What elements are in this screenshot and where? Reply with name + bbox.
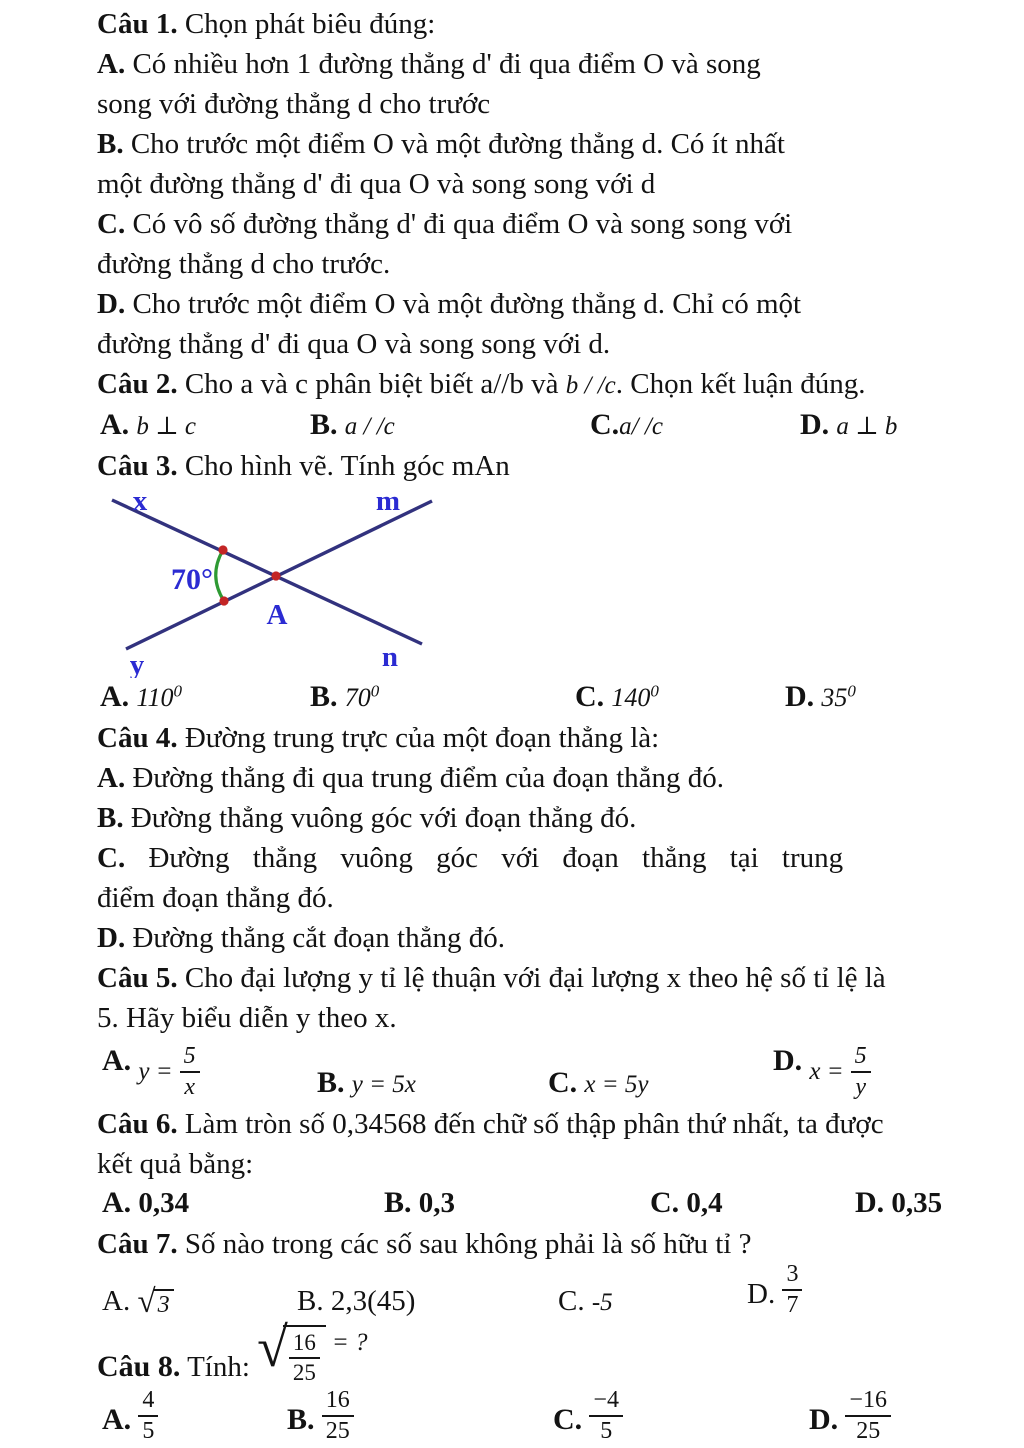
q4-option-c-text: Đường thẳng vuông góc với đoạn thẳng tại trung: [125, 842, 844, 874]
two-lines-crossing-figure: [95, 486, 615, 678]
q6-option-a: [102, 1186, 189, 1220]
q1-option-a-label: A.: [97, 48, 126, 80]
q7-option-d: [747, 1262, 802, 1318]
ray-label-n: n: [381, 641, 399, 673]
q7-options-row: [97, 1260, 936, 1322]
q3-option-a: [100, 680, 182, 714]
q4-option-b-text: Đường thẳng vuông góc với đoạn thẳng đó.: [123, 802, 637, 834]
q1-option-b-text: Cho trước một điểm O và một đường thẳng d. Có ít nhất: [123, 128, 785, 160]
q1-option-a-line2: [97, 84, 936, 124]
geometry-figure: [95, 486, 936, 678]
q1-option-b-label: B.: [97, 128, 124, 160]
q7-option-c-value: -5: [591, 1289, 613, 1316]
q8-option-d-label: D.: [809, 1402, 839, 1436]
q6-option-d: [855, 1186, 942, 1220]
q2-option-a: [100, 408, 196, 442]
q7-option-d-label: D.: [747, 1277, 776, 1310]
q6-option-d-label: D.: [855, 1186, 885, 1219]
q2-number: Câu 2.: [97, 368, 178, 400]
ray-label-m: m: [375, 486, 401, 517]
q6-option-c-value: 0,4: [686, 1187, 723, 1219]
radical-sign: √: [257, 1316, 288, 1379]
q5-option-d-label: D.: [773, 1043, 803, 1077]
q6-option-a-value: 0,34: [138, 1187, 190, 1219]
q2-option-d-value: a ⊥ b: [836, 413, 898, 440]
ray-label-y: y: [129, 649, 145, 678]
q6-options-row: [97, 1184, 943, 1224]
q2-options-row: [97, 406, 936, 446]
q2-option-d: [800, 408, 897, 442]
q5-option-d-value: x = $\frac{5}{y}$: [809, 1044, 870, 1100]
q1-option-c-text: Có vô số đường thẳng d' đi qua điểm O và song song với: [125, 208, 793, 240]
q5-option-a-label: A.: [102, 1043, 132, 1077]
q7-number: Câu 7.: [97, 1228, 178, 1260]
q2-option-b-label: B.: [310, 408, 338, 441]
q4-option-d: [97, 918, 936, 958]
q5-option-d: [773, 1044, 871, 1100]
q1-option-a-line1: [97, 44, 936, 84]
q2-option-b-value: a / /c: [344, 413, 395, 440]
q1-option-c-line2: [97, 244, 936, 284]
q1-option-c-line1: [97, 204, 936, 244]
q5-option-b-value: y = 5x: [351, 1071, 416, 1098]
q1-option-d-text2: đường thẳng d' đi qua O và song song với d.: [97, 328, 611, 360]
q1-option-d-label: D.: [97, 288, 126, 320]
q2-option-c-label: C.: [590, 408, 620, 441]
angle-arc: [216, 550, 224, 601]
q1-option-c-text2: đường thẳng d cho trước.: [97, 248, 391, 280]
q8-option-b-label: B.: [287, 1402, 315, 1436]
q3-option-c: [575, 680, 659, 714]
q1-option-d-text: Cho trước một điểm O và một đường thẳng d. Chỉ có một: [125, 288, 802, 320]
q3-options-row: [97, 678, 936, 718]
q5-title-part2: 5. Hãy biểu diễn y theo x.: [97, 1002, 397, 1034]
q6-number: Câu 6.: [97, 1108, 178, 1140]
q8-number: Câu 8.: [97, 1349, 181, 1383]
q1-option-d-line1: [97, 284, 936, 324]
angle-value-label: 70°: [171, 563, 213, 596]
q5-heading-line2: [97, 998, 936, 1038]
radical-sign: √: [137, 1284, 156, 1320]
q7-option-c: [558, 1285, 613, 1318]
q5-option-c-value: x = 5y: [584, 1071, 649, 1098]
q1-option-b-line1: [97, 124, 936, 164]
q3-option-d-label: D.: [785, 680, 815, 713]
q3-option-d-value: $35^0$: [821, 681, 856, 712]
q6-option-a-label: A.: [102, 1186, 132, 1219]
q1-option-b-text2: một đường thẳng d' đi qua O và song song với d: [97, 168, 656, 200]
q8-option-c: [553, 1388, 623, 1444]
q2-option-c-value: a/ /c: [619, 413, 663, 440]
q7-title: Số nào trong các số sau không phải là số hữu tỉ ?: [177, 1228, 752, 1260]
q3-title: Cho hình vẽ. Tính góc mAn: [177, 450, 510, 482]
q6-heading-line1: [97, 1104, 936, 1144]
q1-option-a-text: Có nhiều hơn 1 đường thẳng d' đi qua điểm O và song: [125, 48, 761, 80]
q2-title-part2: . Chọn kết luận đúng.: [615, 368, 866, 400]
q2-title-part1: Cho a và c phân biệt biết a//b và: [177, 368, 566, 400]
q3-option-a-value: $110^0$: [136, 681, 182, 712]
vertex-label-A: A: [266, 599, 288, 631]
q8-option-d: [809, 1388, 891, 1444]
q1-option-d-line2: [97, 324, 936, 364]
q4-option-b: [97, 798, 936, 838]
q7-option-c-label: C.: [558, 1285, 585, 1317]
q5-option-a: [102, 1044, 200, 1100]
q4-number: Câu 4.: [97, 722, 178, 754]
q7-heading: [97, 1224, 936, 1264]
q1-option-a-text2: song với đường thẳng d cho trước: [97, 88, 491, 120]
q4-option-d-label: D.: [97, 922, 126, 954]
q8-option-a: [102, 1388, 158, 1444]
q2-heading: [97, 364, 936, 406]
q8-option-c-value: $\frac{-4}{5}$: [589, 1388, 623, 1444]
q6-title-part2: kết quả bằng:: [97, 1148, 254, 1180]
q4-option-c-text2: điểm đoạn thẳng đó.: [97, 882, 334, 914]
q7-option-b-label: B.: [297, 1285, 324, 1317]
q3-heading: [97, 446, 936, 486]
q3-option-c-label: C.: [575, 680, 605, 713]
q3-option-a-label: A.: [100, 680, 130, 713]
q8-option-a-label: A.: [102, 1402, 132, 1436]
q1-heading: [97, 4, 936, 44]
q8-option-b: [287, 1388, 354, 1444]
q4-option-c-line2: [97, 878, 936, 918]
q4-heading: [97, 718, 936, 758]
q8-option-b-value: $\frac{16}{25}$: [322, 1388, 354, 1444]
ray-label-x: x: [132, 486, 148, 517]
q2-option-a-value: b ⊥ c: [136, 413, 197, 440]
q5-heading-line1: [97, 958, 936, 998]
q8-option-d-value: $\frac{-16}{25}$: [845, 1388, 891, 1444]
q4-option-b-label: B.: [97, 802, 124, 834]
q4-option-c-label: C.: [97, 842, 126, 874]
q6-option-c: [650, 1186, 723, 1220]
q6-option-b-label: B.: [384, 1186, 412, 1219]
q2-option-a-label: A.: [100, 408, 130, 441]
q5-option-c: [548, 1066, 648, 1100]
q3-option-b-label: B.: [310, 680, 338, 713]
arc-endpoint-dot-upper: [218, 545, 227, 554]
q4-option-a: [97, 758, 936, 798]
q8-option-c-label: C.: [553, 1402, 583, 1436]
q5-options-row: [97, 1038, 936, 1104]
q7-option-a-value: √ 3: [137, 1289, 173, 1317]
q5-option-b-label: B.: [317, 1066, 345, 1099]
q3-number: Câu 3.: [97, 450, 178, 482]
q6-heading-line2: [97, 1144, 936, 1184]
q8-sqrt-expression: √ $\frac{16}{25}$: [257, 1325, 326, 1388]
q6-option-d-value: 0,35: [891, 1187, 943, 1219]
q4-option-a-text: Đường thẳng đi qua trung điểm của đoạn thẳng đó.: [125, 762, 725, 794]
q5-title-part1: Cho đại lượng y tỉ lệ thuận với đại lượng x theo hệ số tỉ lệ là: [177, 962, 886, 994]
q7-option-b: [297, 1285, 415, 1318]
q8-heading: [97, 1316, 368, 1388]
q8-title: Tính:: [180, 1350, 250, 1383]
q3-option-c-value: $140^0$: [611, 681, 659, 712]
q8-equals-question: = ?: [331, 1328, 368, 1356]
q5-option-a-value: y = $\frac{5}{x}$: [138, 1044, 199, 1100]
q2-math-expression: b / /c: [565, 372, 616, 399]
q2-option-c: [590, 408, 663, 442]
q3-option-d: [785, 680, 856, 714]
q5-option-c-label: C.: [548, 1066, 578, 1099]
q1-title: Chọn phát biêu đúng:: [177, 8, 436, 40]
q4-option-c-line1: [97, 838, 936, 878]
q7-option-d-value: $\frac{3}{7}$: [782, 1262, 802, 1318]
q7-option-a-label: A.: [102, 1285, 131, 1317]
q8-option-a-value: $\frac{4}{5}$: [138, 1388, 158, 1444]
q2-option-d-label: D.: [800, 408, 830, 441]
q3-option-b: [310, 680, 379, 714]
q8-heading-row: [97, 1316, 936, 1392]
q1-number: Câu 1.: [97, 8, 178, 40]
q2-option-b: [310, 408, 395, 442]
q3-option-b-value: $70^0$: [344, 681, 380, 712]
q4-option-a-label: A.: [97, 762, 126, 794]
q6-title-part1: Làm tròn số 0,34568 đến chữ số thập phân thứ nhất, ta được: [177, 1108, 884, 1140]
q1-option-c-label: C.: [97, 208, 126, 240]
q6-option-b: [384, 1186, 455, 1220]
q6-option-c-label: C.: [650, 1186, 680, 1219]
q8-options-row: [97, 1386, 936, 1448]
q6-option-b-value: 0,3: [418, 1187, 456, 1219]
q5-number: Câu 5.: [97, 962, 178, 994]
q7-option-a: [102, 1285, 174, 1318]
arc-endpoint-dot-lower: [219, 596, 228, 605]
q4-option-d-text: Đường thẳng cắt đoạn thẳng đó.: [125, 922, 505, 954]
q7-option-b-value: 2,3(45): [330, 1285, 416, 1317]
q5-option-b: [317, 1066, 416, 1100]
q1-option-b-line2: [97, 164, 936, 204]
vertex-dot: [271, 571, 280, 580]
q4-title: Đường trung trực của một đoạn thẳng là:: [177, 722, 660, 754]
